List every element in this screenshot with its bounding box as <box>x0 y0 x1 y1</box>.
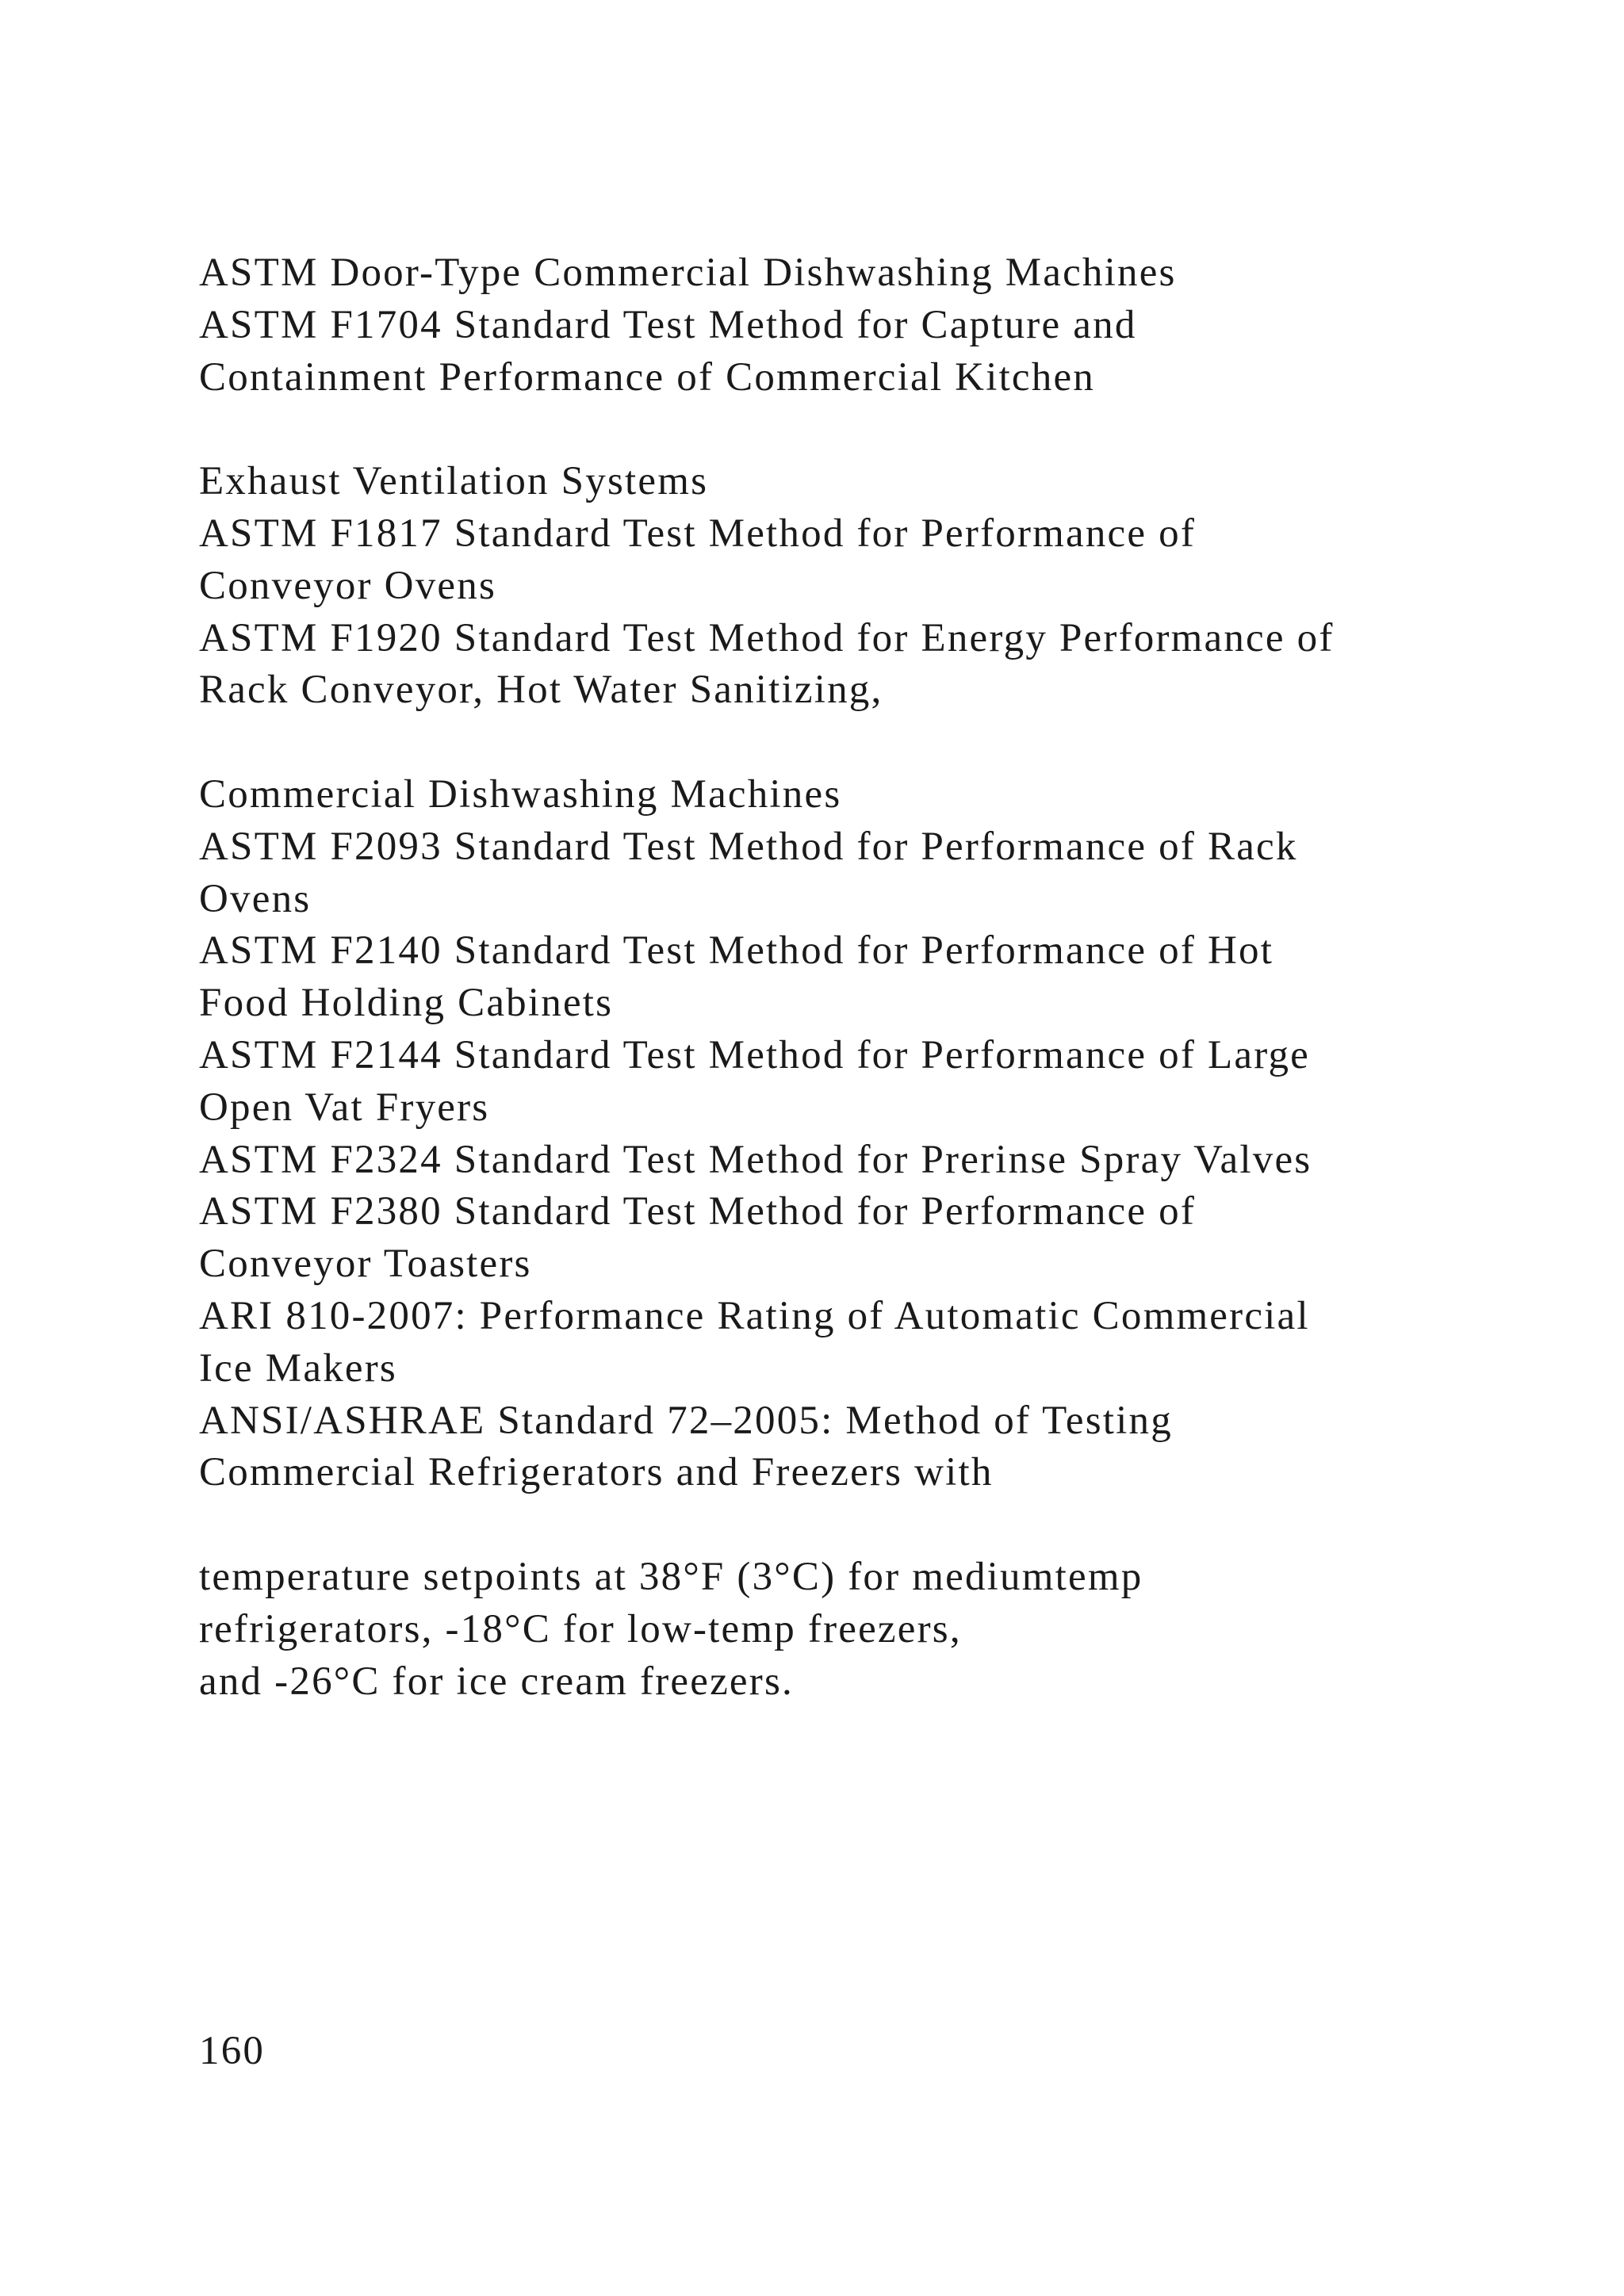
text-line: ASTM F2380 Standard Test Method for Performance of <box>199 1189 1197 1234</box>
text-line: Conveyor Ovens <box>199 563 497 608</box>
text-line: Ice Makers <box>199 1345 397 1391</box>
text-line: ASTM F2324 Standard Test Method for Prerinse Spray Valves <box>199 1137 1312 1182</box>
text-line: Rack Conveyor, Hot Water Sanitizing, <box>199 668 883 713</box>
text-line: Conveyor Toasters <box>199 1242 532 1287</box>
text-line: Open Vat Fryers <box>199 1085 490 1130</box>
text-line: Food Holding Cabinets <box>199 981 614 1026</box>
blank-line <box>199 404 1547 456</box>
text-line: Ovens <box>199 876 312 921</box>
text-line: refrigerators, -18°C for low-temp freezers, <box>199 1606 962 1651</box>
text-line: ASTM Door-Type Commercial Dishwashing Machines <box>199 251 1177 295</box>
text-line: Containment Performance of Commercial Kitchen <box>199 354 1096 400</box>
text-line: ANSI/ASHRAE Standard 72–2005: Method of Testing <box>199 1398 1173 1443</box>
body-text <box>199 247 1547 1708</box>
text-line: ASTM F2140 Standard Test Method for Performance of Hot <box>199 928 1274 974</box>
text-line: ASTM F2093 Standard Test Method for Performance of Rack <box>199 824 1298 869</box>
text-line: Commercial Dishwashing Machines <box>199 771 842 817</box>
blank-line <box>199 717 1547 769</box>
text-line: Exhaust Ventilation Systems <box>199 459 709 504</box>
text-line: ARI 810-2007: Performance Rating of Automatic Commercial <box>199 1293 1310 1338</box>
text-line: ASTM F1817 Standard Test Method for Performance of <box>199 511 1197 556</box>
text-line: and -26°C for ice cream freezers. <box>199 1659 794 1704</box>
page-number: 160 <box>199 2029 266 2073</box>
text-line: ASTM F1920 Standard Test Method for Energy Performance of <box>199 615 1335 660</box>
text-line: temperature setpoints at 38°F (3°C) for mediumtemp <box>199 1554 1143 1599</box>
text-line: ASTM F2144 Standard Test Method for Performance of Large <box>199 1032 1310 1077</box>
text-line: ASTM F1704 Standard Test Method for Capture and <box>199 302 1137 347</box>
text-line: Commercial Refrigerators and Freezers with <box>199 1450 994 1495</box>
blank-line <box>199 1499 1547 1552</box>
